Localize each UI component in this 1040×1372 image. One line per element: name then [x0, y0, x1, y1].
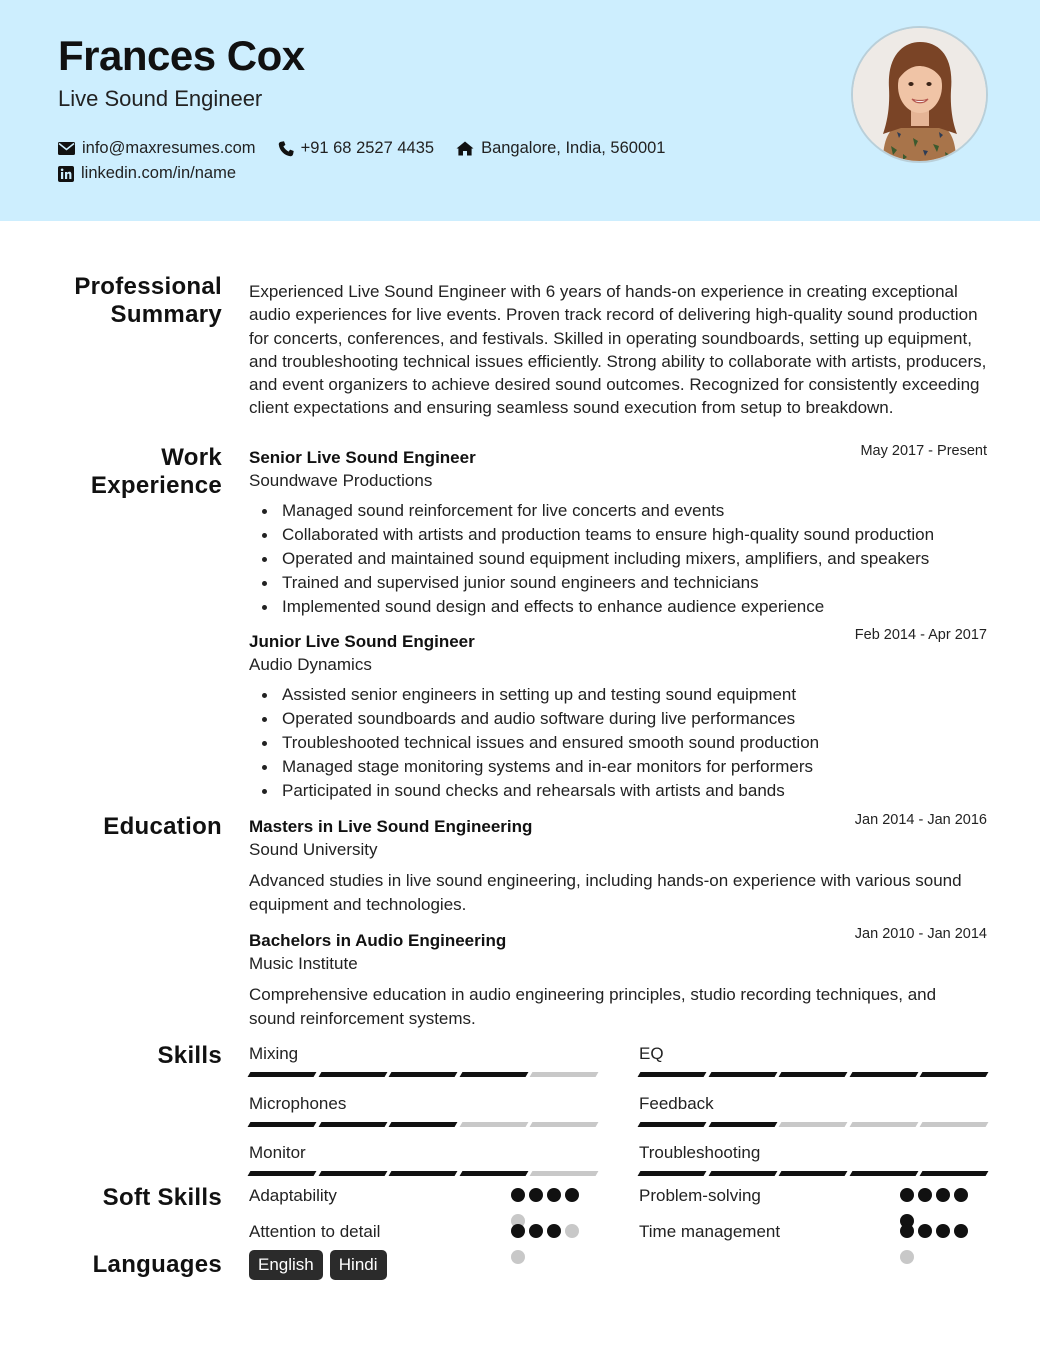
- skill-name: Microphones: [249, 1094, 347, 1113]
- contact-row-2: [58, 164, 258, 183]
- education-dates: Jan 2010 - Jan 2014: [854, 926, 987, 942]
- skill-segment-filled: [318, 1171, 386, 1176]
- soft-skill-rating: [900, 1188, 970, 1228]
- skill-segment-filled: [459, 1171, 527, 1176]
- skill-segment-empty: [530, 1122, 598, 1127]
- work-entry: [249, 627, 987, 803]
- section-label-languages: Languages: [92, 1251, 222, 1278]
- skill-segment-filled: [638, 1072, 706, 1077]
- skill-segment-filled: [849, 1171, 917, 1176]
- skill-item: [249, 1093, 597, 1127]
- school-name: Sound University: [249, 840, 378, 859]
- phone-text: +91 68 2527 4435: [300, 139, 435, 157]
- skill-level-bar: [249, 1122, 597, 1127]
- job-title: Junior Live Sound Engineer: [249, 632, 475, 651]
- skill-segment-filled: [389, 1171, 457, 1176]
- skill-segment-filled: [779, 1171, 847, 1176]
- phone-icon: [278, 141, 294, 157]
- rating-dot-filled: [900, 1224, 914, 1238]
- school-name: Music Institute: [249, 954, 358, 973]
- skill-name: EQ: [639, 1044, 664, 1063]
- rating-dot-filled: [529, 1224, 543, 1238]
- resume-header: [0, 0, 1040, 221]
- section-label-line: Experience: [90, 472, 222, 499]
- skill-level-bar: [249, 1171, 597, 1176]
- rating-dot-empty: [511, 1250, 525, 1264]
- rating-dot-filled: [565, 1188, 579, 1202]
- rating-dot-filled: [529, 1188, 543, 1202]
- rating-dot-empty: [900, 1250, 914, 1264]
- skill-segment-filled: [708, 1072, 776, 1077]
- soft-skill-name: Adaptability: [249, 1186, 337, 1205]
- portrait-illustration: [853, 28, 986, 161]
- language-tags: [249, 1250, 387, 1280]
- soft-skill-rating: [900, 1224, 970, 1264]
- rating-dot-empty: [565, 1224, 579, 1238]
- bullet-item: Participated in sound checks and rehearsals with artists and bands: [249, 779, 987, 803]
- work-entry: [249, 443, 987, 619]
- section-label-soft-skills: Soft Skills: [102, 1184, 222, 1211]
- skill-segment-filled: [708, 1122, 776, 1127]
- skill-segment-filled: [920, 1072, 988, 1077]
- bullet-item: Operated and maintained sound equipment including mixers, amplifiers, and speakers: [249, 547, 987, 571]
- rating-dot-filled: [547, 1188, 561, 1202]
- candidate-title: Live Sound Engineer: [58, 86, 263, 111]
- section-label-line: Summary: [110, 301, 222, 328]
- skill-segment-filled: [638, 1122, 706, 1127]
- contact-email[interactable]: [58, 139, 256, 158]
- skill-name: Mixing: [249, 1044, 299, 1063]
- education-description: Advanced studies in live sound engineering, including hands-on experience with various sound equipment and technologies.: [249, 871, 962, 914]
- skill-name: Feedback: [639, 1094, 714, 1113]
- soft-skill-name: Time management: [639, 1222, 781, 1241]
- contact-linkedin[interactable]: [58, 164, 236, 183]
- skill-level-bar: [639, 1171, 987, 1176]
- bullet-item: Implemented sound design and effects to enhance audience experience: [249, 595, 987, 619]
- section-label-line: Work: [161, 444, 222, 471]
- skill-segment-filled: [920, 1171, 988, 1176]
- language-tag: Hindi: [330, 1250, 387, 1280]
- job-bullets: [249, 683, 987, 803]
- education-entry: [249, 812, 987, 916]
- section-label-work: [91, 444, 222, 500]
- skill-item: [249, 1142, 597, 1176]
- soft-skill-name: Attention to detail: [249, 1222, 381, 1241]
- skill-segment-filled: [849, 1072, 917, 1077]
- soft-skill-rating: [511, 1188, 581, 1228]
- rating-dot-filled: [511, 1188, 525, 1202]
- skill-segment-filled: [318, 1072, 386, 1077]
- bullet-item: Troubleshooted technical issues and ensured smooth sound production: [249, 731, 987, 755]
- bullet-item: Managed stage monitoring systems and in-ear monitors for performers: [249, 755, 987, 779]
- profile-photo: [851, 26, 988, 163]
- skill-item: [639, 1093, 987, 1127]
- email-text: info@maxresumes.com: [82, 139, 256, 157]
- home-icon: [456, 141, 474, 156]
- bullet-item: Collaborated with artists and production teams to ensure high-quality sound production: [249, 523, 987, 547]
- job-bullets: [249, 499, 987, 619]
- contact-row: [58, 139, 687, 158]
- skill-segment-filled: [708, 1171, 776, 1176]
- rating-dot-filled: [954, 1188, 968, 1202]
- skill-segment-empty: [779, 1122, 847, 1127]
- company-name: Audio Dynamics: [249, 655, 372, 674]
- bullet-item: Operated soundboards and audio software during live performances: [249, 707, 987, 731]
- education-entry: [249, 926, 987, 1030]
- skill-segment-empty: [920, 1122, 988, 1127]
- envelope-icon: [58, 142, 75, 155]
- language-tag: English: [249, 1250, 323, 1280]
- section-label-education: Education: [103, 813, 222, 840]
- job-dates: May 2017 - Present: [860, 443, 987, 459]
- degree-title: Masters in Live Sound Engineering: [249, 817, 533, 836]
- contact-phone[interactable]: [278, 139, 435, 158]
- skill-segment-filled: [248, 1122, 316, 1127]
- skill-segment-filled: [459, 1072, 527, 1077]
- section-label-summary: [74, 273, 222, 329]
- skill-name: Monitor: [249, 1143, 306, 1162]
- bullet-item: Managed sound reinforcement for live concerts and events: [249, 499, 987, 523]
- rating-dot-filled: [936, 1188, 950, 1202]
- skill-segment-filled: [638, 1171, 706, 1176]
- bullet-item: Assisted senior engineers in setting up and testing sound equipment: [249, 683, 987, 707]
- linkedin-text: linkedin.com/in/name: [81, 164, 236, 182]
- skill-segment-filled: [248, 1072, 316, 1077]
- section-label-skills: Skills: [157, 1042, 222, 1069]
- rating-dot-filled: [900, 1188, 914, 1202]
- skill-segment-empty: [530, 1072, 598, 1077]
- rating-dot-filled: [936, 1224, 950, 1238]
- linkedin-icon: [58, 166, 74, 182]
- candidate-name: Frances Cox: [58, 32, 305, 79]
- job-dates: Feb 2014 - Apr 2017: [854, 627, 987, 643]
- company-name: Soundwave Productions: [249, 471, 433, 490]
- degree-title: Bachelors in Audio Engineering: [249, 931, 507, 950]
- skill-segment-filled: [779, 1072, 847, 1077]
- skill-segment-empty: [530, 1171, 598, 1176]
- rating-dot-filled: [918, 1224, 932, 1238]
- skill-name: Troubleshooting: [639, 1143, 761, 1162]
- address-text: Bangalore, India, 560001: [481, 139, 666, 157]
- bullet-item: Trained and supervised junior sound engineers and technicians: [249, 571, 987, 595]
- skill-item: [639, 1142, 987, 1176]
- education-dates: Jan 2014 - Jan 2016: [854, 812, 987, 828]
- rating-dot-filled: [547, 1224, 561, 1238]
- summary-text: Experienced Live Sound Engineer with 6 years of hands-on experience in creating exceptional audio experiences for live events. Proven track record of delivering high-quality sound production for concerts, conferences, and festivals. Skilled in operating soundboards, setting up equipment, and troubleshooting technical issues efficiently. Strong ability to collaborate with artists, producers, and event organizers to achieve desired sound outcomes. Recognized for consistently exceeding client expectations and ensuring seamless sound execution from setup to breakdown.: [249, 282, 987, 418]
- job-title: Senior Live Sound Engineer: [249, 448, 476, 467]
- education-description: Comprehensive education in audio engineering principles, studio recording techniques, and sound reinforcement systems.: [249, 985, 937, 1028]
- skill-segment-filled: [389, 1072, 457, 1077]
- soft-skill-name: Problem-solving: [639, 1186, 761, 1205]
- skill-item: [639, 1043, 987, 1077]
- skill-segment-filled: [389, 1122, 457, 1127]
- contact-address: [456, 139, 665, 158]
- skill-segment-empty: [459, 1122, 527, 1127]
- skill-segment-filled: [248, 1171, 316, 1176]
- rating-dot-filled: [918, 1188, 932, 1202]
- section-label-line: Professional: [74, 273, 222, 300]
- skill-level-bar: [639, 1072, 987, 1077]
- skill-level-bar: [639, 1122, 987, 1127]
- skill-level-bar: [249, 1072, 597, 1077]
- skill-segment-empty: [849, 1122, 917, 1127]
- rating-dot-filled: [511, 1224, 525, 1238]
- skill-item: [249, 1043, 597, 1077]
- skill-segment-filled: [318, 1122, 386, 1127]
- rating-dot-filled: [954, 1224, 968, 1238]
- soft-skill-rating: [511, 1224, 581, 1264]
